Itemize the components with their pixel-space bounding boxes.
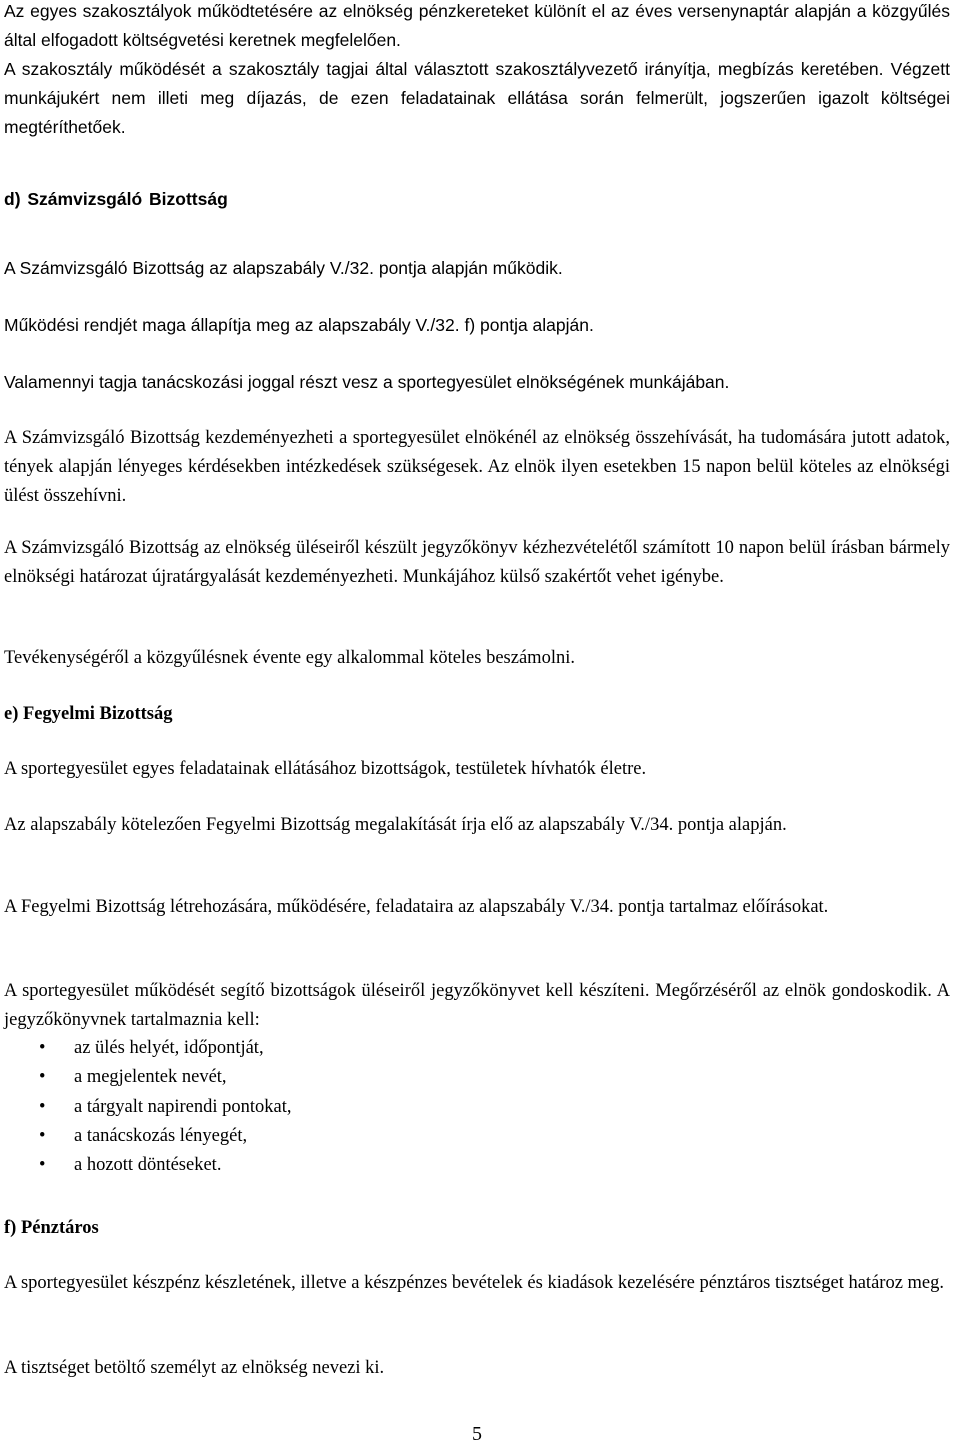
section-d-heading: d) Számvizsgáló Bizottság bbox=[4, 189, 228, 209]
section-d-paragraph-5: A Számvizsgáló Bizottság az elnökség üléseiről készült jegyzőkönyv kézhezvételétől számított 10 napon belül írásban bármely elnökségi határozat újratárgyalását kezdeményezheti. Munkájához külső szakértőt vehet igénybe. bbox=[4, 538, 950, 587]
section-f-paragraph-1: A sportegyesület készpénz készletének, illetve a készpénzes bevételek és kiadások kezelésére pénztáros tisztséget határoz meg. bbox=[4, 1273, 945, 1293]
bullet-icon: • bbox=[39, 1096, 46, 1117]
list-item bbox=[4, 1151, 950, 1180]
list-item bbox=[4, 1122, 950, 1151]
bullet-icon: • bbox=[39, 1125, 46, 1146]
intro-paragraph-2 bbox=[4, 55, 950, 142]
section-e-heading: e) Fegyelmi Bizottság bbox=[4, 704, 173, 724]
section-d-paragraph-6: Tevékenységéről a közgyűlésnek évente egy alkalommal köteles beszámolni. bbox=[4, 648, 575, 668]
section-e-paragraph-2: Az alapszabály kötelezően Fegyelmi Bizottság megalakítását írja elő az alapszabály V./34. pontja alapján. bbox=[4, 815, 787, 835]
bullet-icon: • bbox=[39, 1038, 46, 1058]
intro-paragraph-2-text: A szakosztály működését a szakosztály tagjai által választott szakosztályvezető irányítja, megbízás keretében. bbox=[4, 59, 884, 79]
list-item bbox=[4, 1093, 950, 1122]
section-e-paragraph-3: A Fegyelmi Bizottság létrehozására, működésére, feladataira az alapszabály V./34. pontja tartalmaz előírásokat. bbox=[4, 897, 829, 917]
section-e-paragraph-4: A sportegyesület működését segítő bizottságok üléseiről jegyzőkönyvet kell készíteni. Megőrzéséről az elnök gondoskodik. A jegyzőkönyvnek tartalmaznia kell: bbox=[4, 981, 950, 1030]
bullet-icon: • bbox=[39, 1067, 46, 1088]
list-item-text: a tárgyalt napirendi pontokat, bbox=[74, 1096, 292, 1117]
list-item-text: az ülés helyét, időpontját, bbox=[74, 1038, 264, 1058]
section-f-heading: f) Pénztáros bbox=[4, 1218, 99, 1238]
list-item-text: a megjelentek nevét, bbox=[74, 1067, 227, 1088]
bullet-icon: • bbox=[39, 1155, 46, 1176]
section-f-paragraph-2: A tisztséget betöltő személyt az elnökség nevezi ki. bbox=[4, 1358, 385, 1378]
list-item-text: a hozott döntéseket. bbox=[74, 1155, 222, 1176]
intro-paragraph-3-text: Végzett munkájukért nem illeti meg díjazás, de ezen feladatainak ellátása során felmerült, jogszerűen igazolt költségei megtéríthetőek. bbox=[4, 59, 950, 137]
section-d-paragraph-2: Működési rendjét maga állapítja meg az alapszabály V./32. f) pontja alapján. bbox=[4, 315, 594, 335]
minutes-requirements-list bbox=[4, 1034, 950, 1180]
list-item bbox=[4, 1034, 950, 1063]
section-e-paragraph-1: A sportegyesület egyes feladatainak ellátásához bizottságok, testületek hívhatók életre. bbox=[4, 759, 647, 779]
section-d-paragraph-1: A Számvizsgáló Bizottság az alapszabály V./32. pontja alapján működik. bbox=[4, 258, 563, 278]
intro-paragraph-1: Az egyes szakosztályok működtetésére az elnökség pénzkereteket különít el az éves versenynaptár alapján a közgyűlés által elfogadott költségvetési keretnek megfelelően. bbox=[4, 1, 950, 50]
page-number: 5 bbox=[472, 1423, 482, 1445]
section-d-paragraph-4: A Számvizsgáló Bizottság kezdeményezheti a sportegyesület elnökénél az elnökség összehívását, ha tudomására jutott adatok, tények alapján lényeges kérdésekben intézkedések szükségesek. Az elnök ilyen esetekben 15 napon belül köteles az elnökségi ülést összehívni. bbox=[4, 428, 950, 506]
section-d-paragraph-3: Valamennyi tagja tanácskozási joggal részt vesz a sportegyesület elnökségének munkájában. bbox=[4, 372, 730, 392]
list-item bbox=[4, 1063, 950, 1092]
list-item-text: a tanácskozás lényegét, bbox=[74, 1125, 248, 1146]
